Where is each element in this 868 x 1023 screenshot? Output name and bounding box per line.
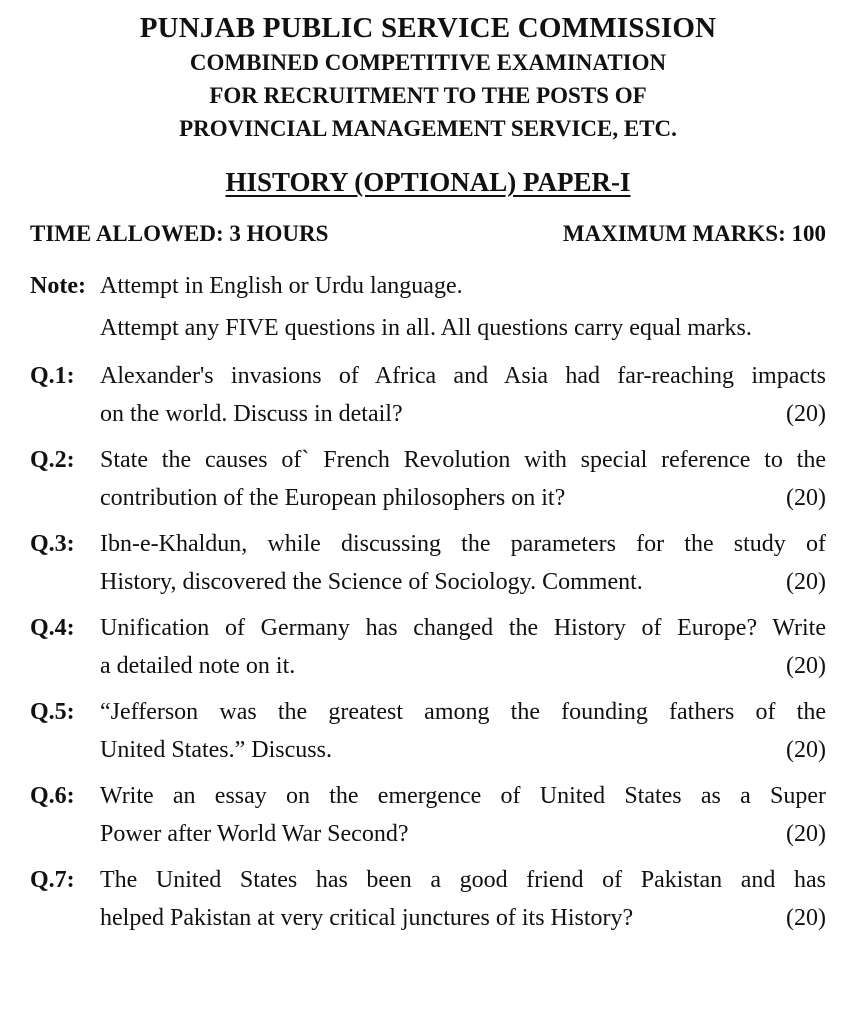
question-text-line2: History, discovered the Science of Sociology. Comment. bbox=[100, 569, 643, 595]
question-number: Q.6: bbox=[30, 783, 75, 809]
question-marks: (20) bbox=[786, 485, 826, 511]
question-marks: (20) bbox=[786, 653, 826, 679]
question-body bbox=[100, 609, 826, 685]
question-marks: (20) bbox=[786, 821, 826, 847]
question-body bbox=[100, 525, 826, 601]
question-marks: (20) bbox=[786, 401, 826, 427]
maximum-marks: MAXIMUM MARKS: 100 bbox=[562, 221, 826, 246]
question-text-line2-row bbox=[100, 647, 826, 685]
question-number: Q.4: bbox=[30, 615, 75, 641]
question-text-line2: helped Pakistan at very critical junctures of its History? bbox=[100, 905, 634, 931]
question-list bbox=[30, 357, 826, 937]
question-text-line2-row bbox=[100, 479, 826, 517]
question-text-line1: Alexander's invasions of Africa and Asia had far-reaching impacts bbox=[100, 363, 826, 389]
question-marks: (20) bbox=[786, 737, 826, 763]
question-text-line1: Unification of Germany has changed the History of Europe? Write bbox=[100, 615, 826, 641]
question-text-line1: “Jefferson was the greatest among the founding fathers of the bbox=[100, 699, 826, 725]
commission-name: PUNJAB PUBLIC SERVICE COMMISSION bbox=[139, 12, 717, 44]
question-number: Q.1: bbox=[30, 363, 75, 389]
question-text-line2-row bbox=[100, 395, 826, 433]
question-text-line1: The United States has been a good friend of Pakistan and has bbox=[100, 867, 826, 893]
question-text-line2-row bbox=[100, 731, 826, 769]
question-item bbox=[30, 693, 826, 769]
exam-name: COMBINED COMPETITIVE EXAMINATION bbox=[189, 50, 667, 75]
question-text-line1: Ibn-e-Khaldun, while discussing the parameters for the study of bbox=[100, 531, 826, 557]
time-allowed: TIME ALLOWED: 3 HOURS bbox=[30, 221, 329, 246]
time-marks-row bbox=[30, 219, 826, 249]
note-label: Note: bbox=[30, 273, 86, 299]
question-text-line2: a detailed note on it. bbox=[100, 653, 296, 679]
service-line: PROVINCIAL MANAGEMENT SERVICE, ETC. bbox=[179, 116, 677, 141]
note-language: Attempt in English or Urdu language. bbox=[100, 273, 463, 299]
question-number: Q.5: bbox=[30, 699, 75, 725]
question-marks: (20) bbox=[786, 905, 826, 931]
question-text-line2-row bbox=[100, 899, 826, 937]
question-body bbox=[100, 441, 826, 517]
question-item bbox=[30, 441, 826, 517]
question-item bbox=[30, 609, 826, 685]
question-text-line2: Power after World War Second? bbox=[100, 821, 409, 847]
question-body bbox=[100, 777, 826, 853]
question-number: Q.3: bbox=[30, 531, 75, 557]
recruitment-line: FOR RECRUITMENT TO THE POSTS OF bbox=[209, 83, 647, 108]
question-text-line1: State the causes of` French Revolution with special reference to the bbox=[100, 447, 826, 473]
question-item bbox=[30, 357, 826, 433]
note-row bbox=[30, 269, 826, 303]
question-body bbox=[100, 357, 826, 433]
question-number: Q.7: bbox=[30, 867, 75, 893]
question-text-line2-row bbox=[100, 815, 826, 853]
question-marks: (20) bbox=[786, 569, 826, 595]
question-text-line2: United States.” Discuss. bbox=[100, 737, 332, 763]
question-body bbox=[100, 693, 826, 769]
question-text-line1: Write an essay on the emergence of United States as a Super bbox=[100, 783, 826, 809]
question-item bbox=[30, 861, 826, 937]
exam-header bbox=[30, 0, 826, 145]
note-instructions: Attempt any FIVE questions in all. All questions carry equal marks. bbox=[100, 315, 752, 341]
question-text-line2: on the world. Discuss in detail? bbox=[100, 401, 403, 427]
question-number: Q.2: bbox=[30, 447, 75, 473]
question-body bbox=[100, 861, 826, 937]
question-text-line2-row bbox=[100, 563, 826, 601]
paper-title-text: HISTORY (OPTIONAL) PAPER-I bbox=[225, 167, 631, 197]
question-text-line2: contribution of the European philosophers on it? bbox=[100, 485, 566, 511]
question-item bbox=[30, 525, 826, 601]
paper-title bbox=[30, 165, 826, 199]
question-item bbox=[30, 777, 826, 853]
